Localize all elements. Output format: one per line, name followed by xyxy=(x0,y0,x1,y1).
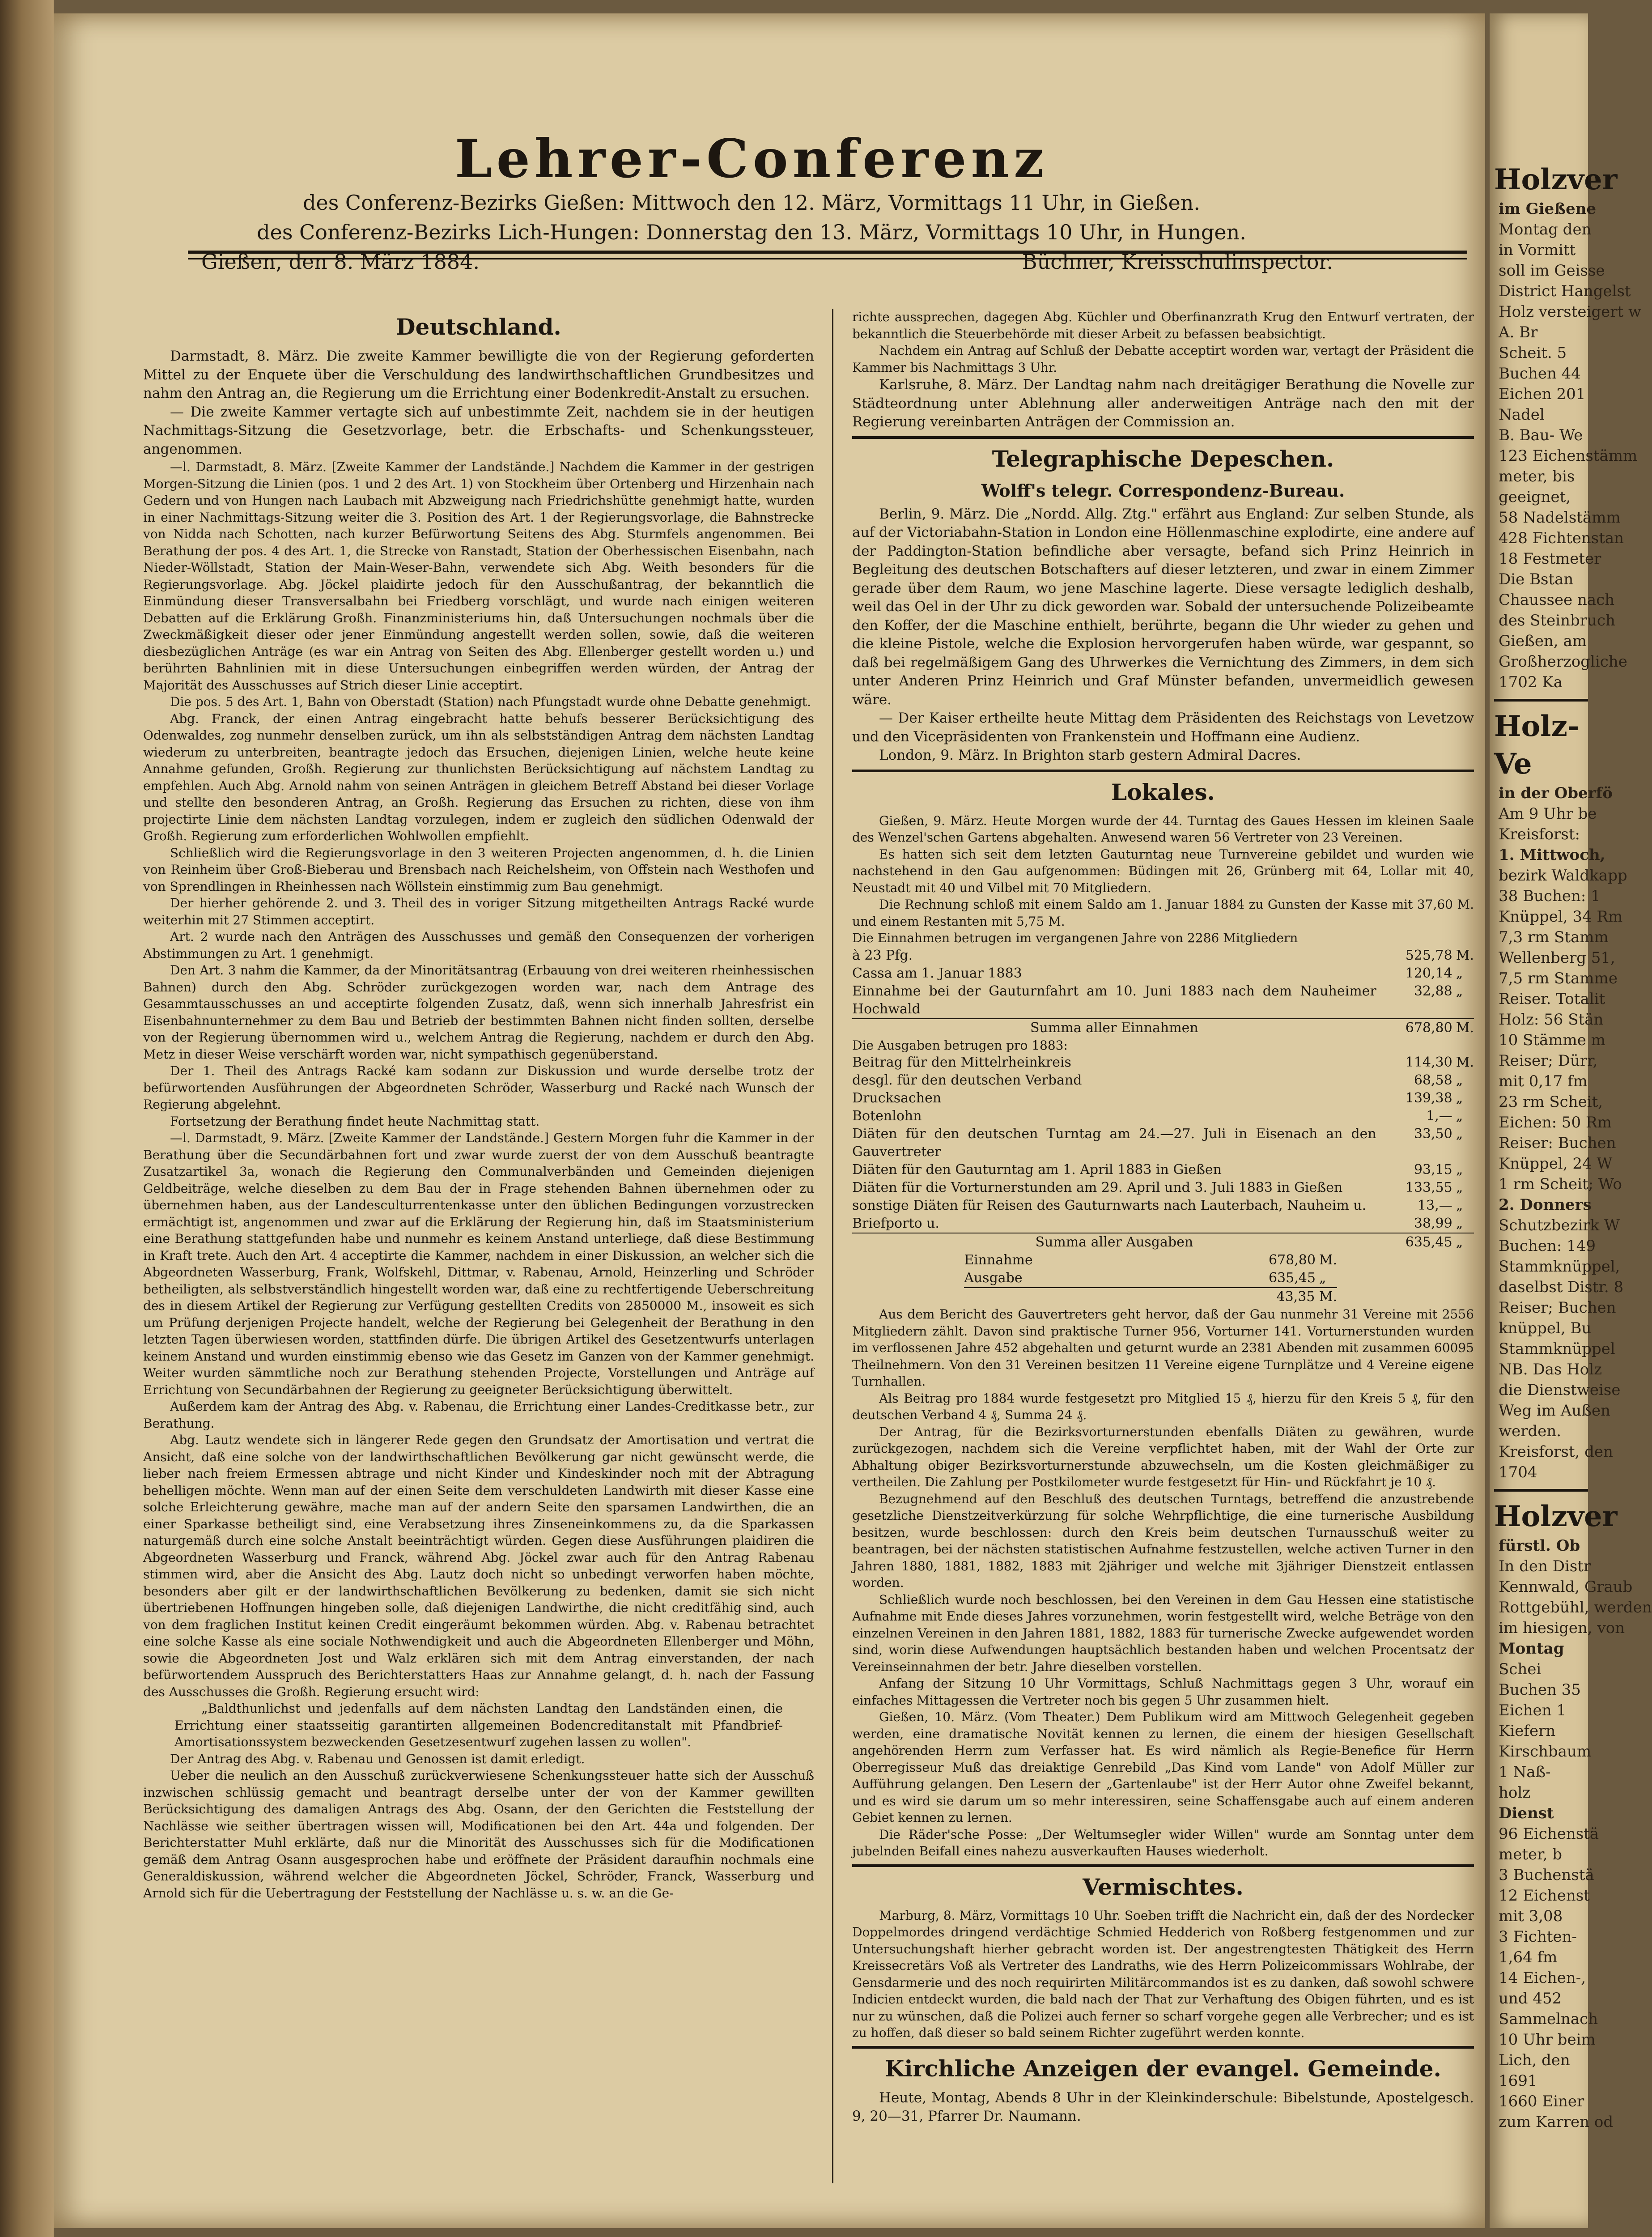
ledger-total-row: 43,35 M. xyxy=(964,1288,1337,1306)
next-page-rule xyxy=(1494,699,1588,702)
column-divider xyxy=(832,309,833,2183)
ledger-row: Diäten für den Gauturntag am 1. April 1883 in Gießen 93,15 „ xyxy=(852,1162,1463,1178)
section-title-lokales: Lokales. xyxy=(1111,778,1215,805)
book-binding xyxy=(0,0,54,2237)
notice-title: Lehrer-Conferenz xyxy=(454,128,1049,190)
ledger-row: Diäten für die Vorturnerstunden am 29. April und 3. Juli 1883 in Gießen 133,55 „ xyxy=(852,1180,1463,1195)
ledger-row: Cassa am 1. Januar 1883 120,14 „ xyxy=(852,965,1463,981)
article-paragraph: Es hatten sich seit dem letzten Gauturntag neue Turnvereine gebildet und wurden wie nachstehend in den Gau aufgenommen: Büdingen mit 26, Grünberg mit 64, Lollar mit 40, Neustadt mit 40 und Vilbel mit 70 Mitgliedern. xyxy=(852,846,1474,895)
left-column xyxy=(143,309,814,1901)
next-page-edge: Holzver im Gießene Montag den in Vormitt soll im Geisse District Hangelst Holz versteigert w A. Br Scheit. 5 Buchen 44 Eichen 201 Nadel B. Bau- We 123 Eichenstämm meter, bis geeignet, 58 Nadelstämm 428 Fichtenstan 18 Festmeter Die Bstan Chaussee nach des Steinbruch Gießen, am Großherzogliche 1702 Ka Holz-Ve in der Oberfö Am 9 Uhr be Kreisforst: 1. Mittwoch, bezirk Waldkapp 38 Buchen: 1 Knüppel, 34 Rm 7,3 rm Stamm Wellenberg 51, 7,5 rm Stamme Reiser. Totalit Holz: 56 Stän 10 Stämme m Reiser; Dürr, mit 0,17 fm 23 rm Scheit, Eichen: 50 Rm Reiser: Buchen Knüppel, 24 W 1 rm Scheit; Wo 2. Donners Schutzbezirk W Buchen: 149 Stammknüppel, daselbst Distr. 8 Reiser; Buchen knüppel, Bu Stammknüppel NB. Das Holz die Dienstweise Weg im Außen werden. Kreisforst, den 1704 Holzver fürstl. Ob In den Distr Kennwald, Graub Rottgebühl, werden im hiesigen, von Montag Schei Buchen 35 Eichen 1 Kiefern Kirschbaum 1 Naß- holz Dienst 96 Eichenstä meter, b 3 Buchenstä 12 Eichenst mit 3,08 3 Fichten- 1,64 fm 14 Eichen-, und 452 Sammelnach 10 Uhr beim Lich, den 1691 1660 Einer zum Karren od xyxy=(1490,13,1588,2228)
article-paragraph: Fortsetzung der Berathung findet heute Nachmittag statt. xyxy=(170,1114,540,1129)
ledger-row: Botenlohn 1,— „ xyxy=(852,1108,1463,1124)
article-paragraph: Gießen, 9. März. Heute Morgen wurde der 44. Turntag des Gaues Hessen im kleinen Saale des Wenzel'schen Gartens abgehalten. Anwesend waren 56 Vertreter von 23 Vereinen. xyxy=(852,813,1474,845)
article-paragraph: richte aussprechen, dagegen Abg. Küchler und Oberfinanzrath Krug den Entwurf vertraten, der bekanntlich die Steuerbehörde mit dieser Arbeit zu befassen beabsichtigt. xyxy=(852,310,1474,341)
section-subtitle-wolff: Wolff's telegr. Correspondenz-Bureau. xyxy=(981,480,1345,501)
article-paragraph: Bezugnehmend auf den Beschluß des deutschen Turntags, betreffend die anzustrebende gesetzliche Dienstzeitverkürzung für solche Wehrpflichtige, die eine turnerische Ausbildung besitzen, wurde beschlossen: durch den Kreis beim deutschen Turnausschuß weiter zu beantragen, bei der nächsten statistischen Aufnahme festzustellen, welche activen Turner in den Jahren 1880, 1881, 1882, 1883 mit 2jähriger und welche mit 3jähriger Dienstzeit entlassen worden. xyxy=(852,1491,1474,1590)
article-paragraph: Aus dem Bericht des Gauvertreters geht hervor, daß der Gau nunmehr 31 Vereine mit 2556 Mitgliedern zählt. Davon sind praktische Turner 956, Vorturner 141. Vorturnerstunden wurden im verflossenen Jahre 452 abgehalten und geturnt wurde an 2381 Abenden mit zusammen 60095 Theilnehmern. Von den 31 Vereinen besitzen 11 Vereine eigene Turnplätze und 4 Vereine eigene Turnhallen. xyxy=(852,1307,1474,1389)
section-title-telegraphic: Telegraphische Depeschen. xyxy=(992,445,1334,472)
section-rule xyxy=(852,770,1474,772)
article-paragraph: Die Einnahmen betrugen im vergangenen Jahre von 2286 Mitgliedern xyxy=(852,931,1298,945)
article-paragraph: Der Antrag des Abg. v. Rabenau und Genossen ist damit erledigt. xyxy=(170,1751,585,1766)
article-paragraph: Die Räder'sche Posse: „Der Weltumsegler wider Willen" wurde am Sonntag unter dem jubelnden Beifall eines nahezu ausverkauften Hauses wiederholt. xyxy=(852,1827,1474,1858)
section-title-deutschland: Deutschland. xyxy=(396,314,561,340)
notice-line-lich-hungen: des Conferenz-Bezirks Lich-Hungen: Donnerstag den 13. März, Vormittags 10 Uhr, in Hungen. xyxy=(257,220,1246,244)
section-title-church: Kirchliche Anzeigen der evangel. Gemeinde. xyxy=(885,2055,1441,2082)
article-paragraph: Die Rechnung schloß mit einem Saldo am 1. Januar 1884 zu Gunsten der Kasse mit 37,60 M. und einem Restanten mit 5,75 M. xyxy=(852,897,1474,929)
article-paragraph: Karlsruhe, 8. März. Der Landtag nahm nach dreitägiger Berathung die Novelle zur Städteordnung unter Ablehnung aller anderweitigen Anträge nach den mit der Regierung vereinbarten Anträgen der Commission an. xyxy=(852,377,1474,430)
notice-place-date: Gießen, den 8. März 1884. xyxy=(201,250,480,274)
article-paragraph: Schließlich wird die Regierungsvorlage in den 3 weiteren Projecten angenommen, d. h. die Linien von Reinheim über Groß-Bieberau und Brensbach nach Reichelsheim, von Offstein nach Westhofen und von Sprendlingen in Rheinhessen nach Wöllstein einstimmig zum Bau genehmigt. xyxy=(143,845,814,894)
article-paragraph: Der hierher gehörende 2. und 3. Theil des in voriger Sitzung mitgetheilten Antrags Racké wurde weiterhin mit 27 Stimmen acceptirt. xyxy=(143,896,814,927)
ledger-row: desgl. für den deutschen Verband 68,58 „ xyxy=(852,1072,1463,1088)
section-rule xyxy=(852,436,1474,439)
article-paragraph: London, 9. März. In Brighton starb gestern Admiral Dacres. xyxy=(879,747,1301,763)
ledger-row: Einnahme bei der Gauturnfahrt am 10. Juni 1883 nach dem Nauheimer Hochwald 32,88 „ xyxy=(852,983,1463,1017)
notice-line-giessen: des Conferenz-Bezirks Gießen: Mittwoch den 12. März, Vormittags 11 Uhr, in Gießen. xyxy=(303,191,1200,215)
article-paragraph: Marburg, 8. März, Vormittags 10 Uhr. Soeben trifft die Nachricht ein, daß der des Nordecker Doppelmordes dringend verdächtige Schmied Hedderich von Roßberg festgenommen und zur Untersuchungshaft hierher gebracht worden ist. Der angestrengtesten Thätigkeit des Herrn Kreissecretärs Voß als Vertreter des Landraths, wie des Herrn Polizeicommissars Wohlrabe, der Gensdarmerie und des noch requirirten Militärcommandos ist es zu danken, daß sowohl schwere Indicien entdeckt wurden, die bald nach der That zur Verhaftung des Obigen führten, und es ist nur zu wünschen, daß die Polizei auch ferner so scharf vorgehe gegen alle Verbrecher; und es ist zu hoffen, daß dieser so bald seinem Richter zugeführt werden konnte. xyxy=(852,1908,1474,2040)
ledger-row: Drucksachen 139,38 „ xyxy=(852,1090,1463,1106)
article-paragraph: Als Beitrag pro 1884 wurde festgesetzt pro Mitglied 15 ₰, hierzu für den Kreis 5 ₰, für den deutschen Verband 4 ₰, Summa 24 ₰. xyxy=(852,1391,1474,1422)
article-paragraph: Die pos. 5 des Art. 1, Bahn von Oberstadt (Station) nach Pfungstadt wurde ohne Debatte genehmigt. xyxy=(170,694,811,709)
article-paragraph: Art. 2 wurde nach den Anträgen des Ausschusses und gemäß den Consequenzen der vorherigen Abstimmungen zu Art. 1 genehmigt. xyxy=(143,929,814,961)
article-paragraph: —l. Darmstadt, 9. März. [Zweite Kammer der Landstände.] Gestern Morgen fuhr die Kammer in der Berathung über die Secundärbahnen fort und zwar wurde zuerst der von dem Ausschuß beantragte Zusatzartikel 3a, wonach die Regierung den Communalverbänden und Gemeinden diejenigen Geldbeiträge, welche dieselben zu dem Bau der in Frage stehenden Bahnen übernehmen oder zu übernehmen haben, aus der Landesculturrentenkasse unter den üblichen Bedingungen vorzustrecken ermächtigt ist, angenommen und zwar auf die Erklärung der Regierung hin, daß im Staatsministerium eine Berathung stattgefunden habe und nunmehr es keinem Anstand unterliege, daß diese Bestimmung in Kraft trete. Auch den Art. 4 acceptirte die Kammer, nachdem in einer Diskussion, an welcher sich die Abgeordneten Wasserburg, Frank, Wolfskehl, Dittmar, v. Rabenau, Arnold, Heinzerling und Schröder betheiligten, als selbstverständlich hingestellt worden war, daß eine zu rechtfertigende Ueberschreitung des in diesem Artikel der Regierung zur Verfügung gestellten Credits von 2850000 M., insoweit es sich um Prüfung derjenigen Projecte handelt, welche der Regierung bei Gelegenheit der Berathung in den letzten Tagen überwiesen worden, stattfinden dürfe. Die übrigen Artikel des Gesetzentwurfs unterlagen keinem Anstand und wurden einstimmig ebenso wie das Gesetz im Ganzen von der Kammer genehmigt. Weiter wurden sämmtliche noch zur Berathung stehenden Projecte, Vorstellungen und Anträge auf Errichtung von Secundärbahnen der Regierung zu geeigneter Berücksichtigung überwittelt. xyxy=(143,1131,814,1397)
header-double-rule xyxy=(188,251,1467,259)
article-paragraph: Der 1. Theil des Antrags Racké kam sodann zur Diskussion und wurde derselbe trotz der befürwortenden Ausführungen der Abgeordneten Schröder, Wasserburg und Racké nach Wunsch der Regierung abgelehnt. xyxy=(143,1063,814,1112)
next-page-rule xyxy=(1494,1489,1588,1492)
notice-signature: Büchner, Kreisschulinspector. xyxy=(1022,250,1333,274)
article-paragraph: Den Art. 3 nahm die Kammer, da der Minoritätsantrag (Erbauung von drei weiteren rheinhessischen Bahnen) durch den Abg. Schröder zurückgezogen worden war, nach dem Antrage des Gesammtausschusses an und acceptirte folgenden Zusatz, daß, wenn sich innerhalb Jahresfrist ein Eisenbahnunternehmer zu dem Bau und Betrieb der bestimmten Bahnen nicht finden sollten, derselbe von der Regierung übernommen wird u., welchem Antrag die Regierung, nachdem er durch den Abg. Metz in dieser Weise verschärft worden war, nicht sympathisch gegenüberstand. xyxy=(143,963,814,1062)
ledger-row: sonstige Diäten für Reisen des Gauturnwarts nach Lauterbach, Nauheim u. 13,— „ xyxy=(852,1198,1463,1213)
next-page-heading: Holz-Ve xyxy=(1494,710,1580,781)
ledger-row: Einnahme 678,80 M. xyxy=(964,1252,1338,1268)
ledger-total-row: Summa aller Einnahmen 678,80 M. xyxy=(852,1019,1474,1037)
balance-ledger xyxy=(964,1251,1337,1306)
article-paragraph: Abg. Franck, der einen Antrag eingebracht hatte behufs besserer Berücksichtigung des Odenwaldes, zog nunmehr denselben zurück, um ihn als selbstständigen Antrag dem nächsten Landtag wiederum zu unterbreiten, beantragte jedoch das Ersuchen, diejenigen Linien, welche heute keine Annahme gefunden, Großh. Regierung zur thunlichsten Berücksichtigung auf nächstem Landtag zu empfehlen. Auch Abg. Arnold nahm von seinen Anträgen in gleichem Betreff Abstand bei dieser Vorlage und stellte den besonderen Antrag, an Großh. Regierung das Ersuchen zu richten, diese von ihm projectirte Linie dem nächsten Landtag vorzulegen, indem er zugleich den südlichen Odenwald der Großh. Regierung zum erforderlichen Wohlwollen empfiehlt. xyxy=(143,711,814,843)
expenses-ledger xyxy=(852,1054,1474,1251)
article-paragraph: Der Antrag, für die Bezirksvorturnerstunden ebenfalls Diäten zu gewähren, wurde zurückgezogen, nachdem sich die Vereine verpflichtet haben, mit der Wahl der Orte zur Abhaltung obiger Bezirksvorturnerstunde abzuwechseln, um die Kosten gleichmäßiger zu vertheilen. Die Zahlung per Postkilometer wurde festgesetzt für Hin- und Rückfahrt je 10 ₰. xyxy=(852,1424,1474,1489)
next-page-heading: Holzver xyxy=(1494,1500,1618,1533)
article-paragraph: Ueber die neulich an den Ausschuß zurückverwiesene Schenkungssteuer hatte sich der Ausschuß inzwischen schlüssig gemacht und beantragt derselbe unter der von der Kammer gewillten Berücksichtigung des damaligen Antrags des Abg. Osann, der den Gerichten die Feststellung der Nachlässe wie seither übertragen wissen will, Modificationen bei den Art. 44a und folgenden. Der Berichterstatter Muhl erklärte, daß nur die Minorität des Ausschusses sich für die Modificationen gemäß dem Antrag Osann ausgesprochen habe und eröffnete der Präsident daraufhin nochmals eine Generaldiskussion, während welcher die Abgeordneten Jöckel, Schröder, Franck, Wasserburg und Arnold sich für die Uebertragung der Feststellung der Nachlässe u. s. w. an die Ge- xyxy=(143,1768,814,1901)
article-paragraph: —l. Darmstadt, 8. März. [Zweite Kammer der Landstände.] Nachdem die Kammer in der gestrigen Morgen-Sitzung die Linien (pos. 1 und 2 des Art. 1) von Stockheim über Ortenberg und Hirzenhain nach Gedern und von Hungen nach Laubach mit Abzweigung nach Friedrichshütte genehmigt hatte, wurden in einer Nachmittags-Sitzung weiter die 3. Position des Art. 1 der Regierungsvorlage, die Bahnstrecke von Nidda nach Schotten, nach kurzer Befürwortung Seitens des Abg. Sturmfels angenommen. Bei Berathung der pos. 4 des Art. 1, die Strecke von Ranstadt, Station der Oberhessischen Eisenbahn, nach Nieder-Wöllstadt, Station der Main-Weser-Bahn, verwendete sich Abg. Weith besonders für die Regierungsvorlage. Abg. Jöckel plaidirte jedoch für den Ausschußantrag, der bekanntlich die Einmündung dieser Transversalbahn bei Friedberg vorschlägt, und wurde nach einigen weiteren Debatten auf die Erklärung Großh. Finanzministeriums hin, daß Untersuchungen nochmals über die Zweckmäßigkeit dieser oder jener Einmündung angestellt werden sollen, sowie, daß die weiteren diesbezüglichen Anträge (es war ein Antrag von Seiten des Abg. Ellenberger gestellt worden u.) und berührten Bahnlinien mit in diese Untersuchungen einbegriffen werden würden, der Antrag der Majorität des Ausschusses auf Strich dieser Linie acceptirt. xyxy=(143,459,814,693)
article-paragraph: Schließlich wurde noch beschlossen, bei den Vereinen in dem Gau Hessen eine statistische Aufnahme mit Ende dieses Jahres vorzunehmen, worin festgestellt wird, welche Beträge von den einzelnen Vereinen in den Jahren 1881, 1882, 1883 für turnerische Zwecke aufgewendet worden sind, worin diese Aufwendungen hauptsächlich bestanden haben und welchen Procentsatz der Vereinseinnahmen der betr. Jahre dieselben vorstellen. xyxy=(852,1592,1474,1674)
article-paragraph: Die Ausgaben betrugen pro 1883: xyxy=(852,1038,1068,1053)
ledger-total-row: Summa aller Ausgaben 635,45 „ xyxy=(852,1233,1474,1251)
next-page-heading: Holzver xyxy=(1494,163,1618,196)
quoted-resolution: „Baldthunlichst und jedenfalls auf dem nächsten Landtag den Landständen einen, die Errichtung einer staatsseitig garantirten allgemeinen Bodencreditanstalt mit Pfandbrief-Amortisationssystem bezweckenden Gesetzesentwurf zugehen lassen zu wollen". xyxy=(174,1701,783,1749)
article-paragraph: Abg. Lautz wendete sich in längerer Rede gegen den Grundsatz der Amortisation und vertrat die Ansicht, daß eine solche von der landwirthschaftlichen Bevölkerung gar nicht gewünscht werde, die lieber nach freiem Ermessen abtrage und nicht Kinder und Kindeskinder noch mit der Abtragung behelligen möchte. Wenn man auf der einen Seite dem verschuldeten Landwirth mit dieser Kasse eine solche Erleichterung gewähre, mache man auf der andern Seite den sparsamen Landwirthen, die an einer Sparkasse betheiligt sind, eine Verabsetzung ihres Zinseneinkommens zu, da die Sparkassen naturgemäß durch eine solche Anstalt beeinträchtigt würden. Gegen diese Ausführungen plaidiren die Abgeordneten Wasserburg und Franck, während Abg. Jöckel zwar auch für den Antrag Rabenau stimmen wird, aber die Ansicht des Abg. Lautz doch nicht so unbedingt verworfen haben möchte, besonders aber gilt er der landwirthschaftlichen Bevölkerung zu bedenken, damit sie sich nicht übertriebenen Hoffnungen hingeben solle, daß diejenigen Landwirthe, die nicht creditfähig sind, auch von dem fraglichen Institut keinen Credit eingeräumt bekommen würden. Abg. v. Rabenau betrachtet eine solche Kasse als eine sociale Nothwendigkeit und auch die Abgeordneten Ellenberger und Möhn, sowie die Abgeordneten Jost und Walz erklären sich mit dem Antrag einverstanden, der nach befürwortendem Ausspruch des Berichterstatters Haas zur Annahme gelangt, d. h. nach der Fassung des Ausschusses die Großh. Regierung ersucht wird: xyxy=(143,1433,814,1699)
ledger-row: Briefporto u. 38,99 „ xyxy=(852,1216,1463,1231)
right-column xyxy=(852,309,1474,2126)
article-paragraph: Anfang der Sitzung 10 Uhr Vormittags, Schluß Nachmittags gegen 3 Uhr, worauf ein einfaches Mittagessen die Vertreter noch bis gegen 5 Uhr zusammen hielt. xyxy=(852,1676,1474,1708)
article-paragraph: — Der Kaiser ertheilte heute Mittag dem Präsidenten des Reichstags von Levetzow und den Vicepräsidenten von Frankenstein und Hoffmann eine Audienz. xyxy=(852,710,1474,745)
article-paragraph: Nachdem ein Antrag auf Schluß der Debatte acceptirt worden war, vertagt der Präsident die Kammer bis Nachmittags 3 Uhr. xyxy=(852,343,1474,375)
section-rule xyxy=(852,1864,1474,1867)
income-ledger xyxy=(852,947,1474,1037)
article-paragraph: Berlin, 9. März. Die „Nordd. Allg. Ztg." erfährt aus England: Zur selben Stunde, als auf der Victoriabahn-Station in London eine Höllenmaschine explodirte, eine andere auf der Paddington-Station befindliche aber versagte, befand sich Prinz Heinrich in Begleitung des deutschen Botschafters auf dieser letzteren, und zwar in einem Zimmer gerade über dem Raum, wo jene Maschine lagerte. Diese versagte lediglich deshalb, weil das Oel in der Uhr zu dick geworden war. Sobald der untersuchende Polizeibeamte den Koffer, der die Maschine enthielt, berührte, begann die Uhr wieder zu gehen und die kleine Pistole, welche die Explosion hervorgerufen haben würde, war gespannt, so daß bei regelmäßigem Gang des Uhrwerkes die Vernichtung des Zimmers, in dem sich unter Anderen Prinz Heinrich und Graf Münster befanden, unvermeidlich gewesen wäre. xyxy=(852,506,1474,708)
ledger-row: Ausgabe 635,45 „ xyxy=(964,1270,1326,1286)
article-paragraph: Heute, Montag, Abends 8 Uhr in der Kleinkinderschule: Bibelstunde, Apostelgesch. 9, 20—31, Pfarrer Dr. Naumann. xyxy=(852,2089,1474,2124)
section-rule xyxy=(852,2046,1474,2049)
section-title-vermischtes: Vermischtes. xyxy=(1083,1873,1244,1900)
article-paragraph: — Die zweite Kammer vertagte sich auf unbestimmte Zeit, nachdem sie in der heutigen Nachmittags-Sitzung die Gesetzvorlage, betr. die Erbschafts- und Schenkungssteuer, angenommen. xyxy=(143,404,814,457)
article-paragraph: Darmstadt, 8. März. Die zweite Kammer bewilligte die von der Regierung geforderten Mittel zu der Enquete über die Verschuldung des landwirthschaftlichen Grundbesitzes und nahm den Antrag an, die Regierung um die Errichtung einer Bodenkredit-Anstalt zu ersuchen. xyxy=(143,348,814,401)
ledger-row: Diäten für den deutschen Turntag am 24.—27. Juli in Eisenach an den Gauvertreter 33,50 „ xyxy=(852,1126,1463,1160)
article-paragraph: Gießen, 10. März. (Vom Theater.) Dem Publikum wird am Mittwoch Gelegenheit gegeben werden, eine dramatische Novität kennen zu lernen, die einem der hiesigen Gesellschaft angehörenden Herrn zum Verfasser hat. Es wird nämlich als Regie-Benefice für Herrn Oberregisseur Muß das dreiaktige Genrebild „Das Kind vom Lande" von Adolf Müller zur Aufführung gelangen. Den Lesern der „Gartenlaube" ist der Herr Autor ohne Zweifel bekannt, und es wird sie darum um so mehr interessiren, seine Schaffensgabe auch auf einem anderen Gebiet kennen zu lernen. xyxy=(852,1710,1474,1825)
ledger-row: à 23 Pfg. 525,78 M. xyxy=(852,947,1474,963)
article-paragraph: Außerdem kam der Antrag des Abg. v. Rabenau, die Errichtung einer Landes-Creditkasse betr., zur Berathung. xyxy=(143,1399,814,1431)
ledger-row: Beitrag für den Mittelrheinkreis 114,30 M. xyxy=(852,1055,1474,1070)
